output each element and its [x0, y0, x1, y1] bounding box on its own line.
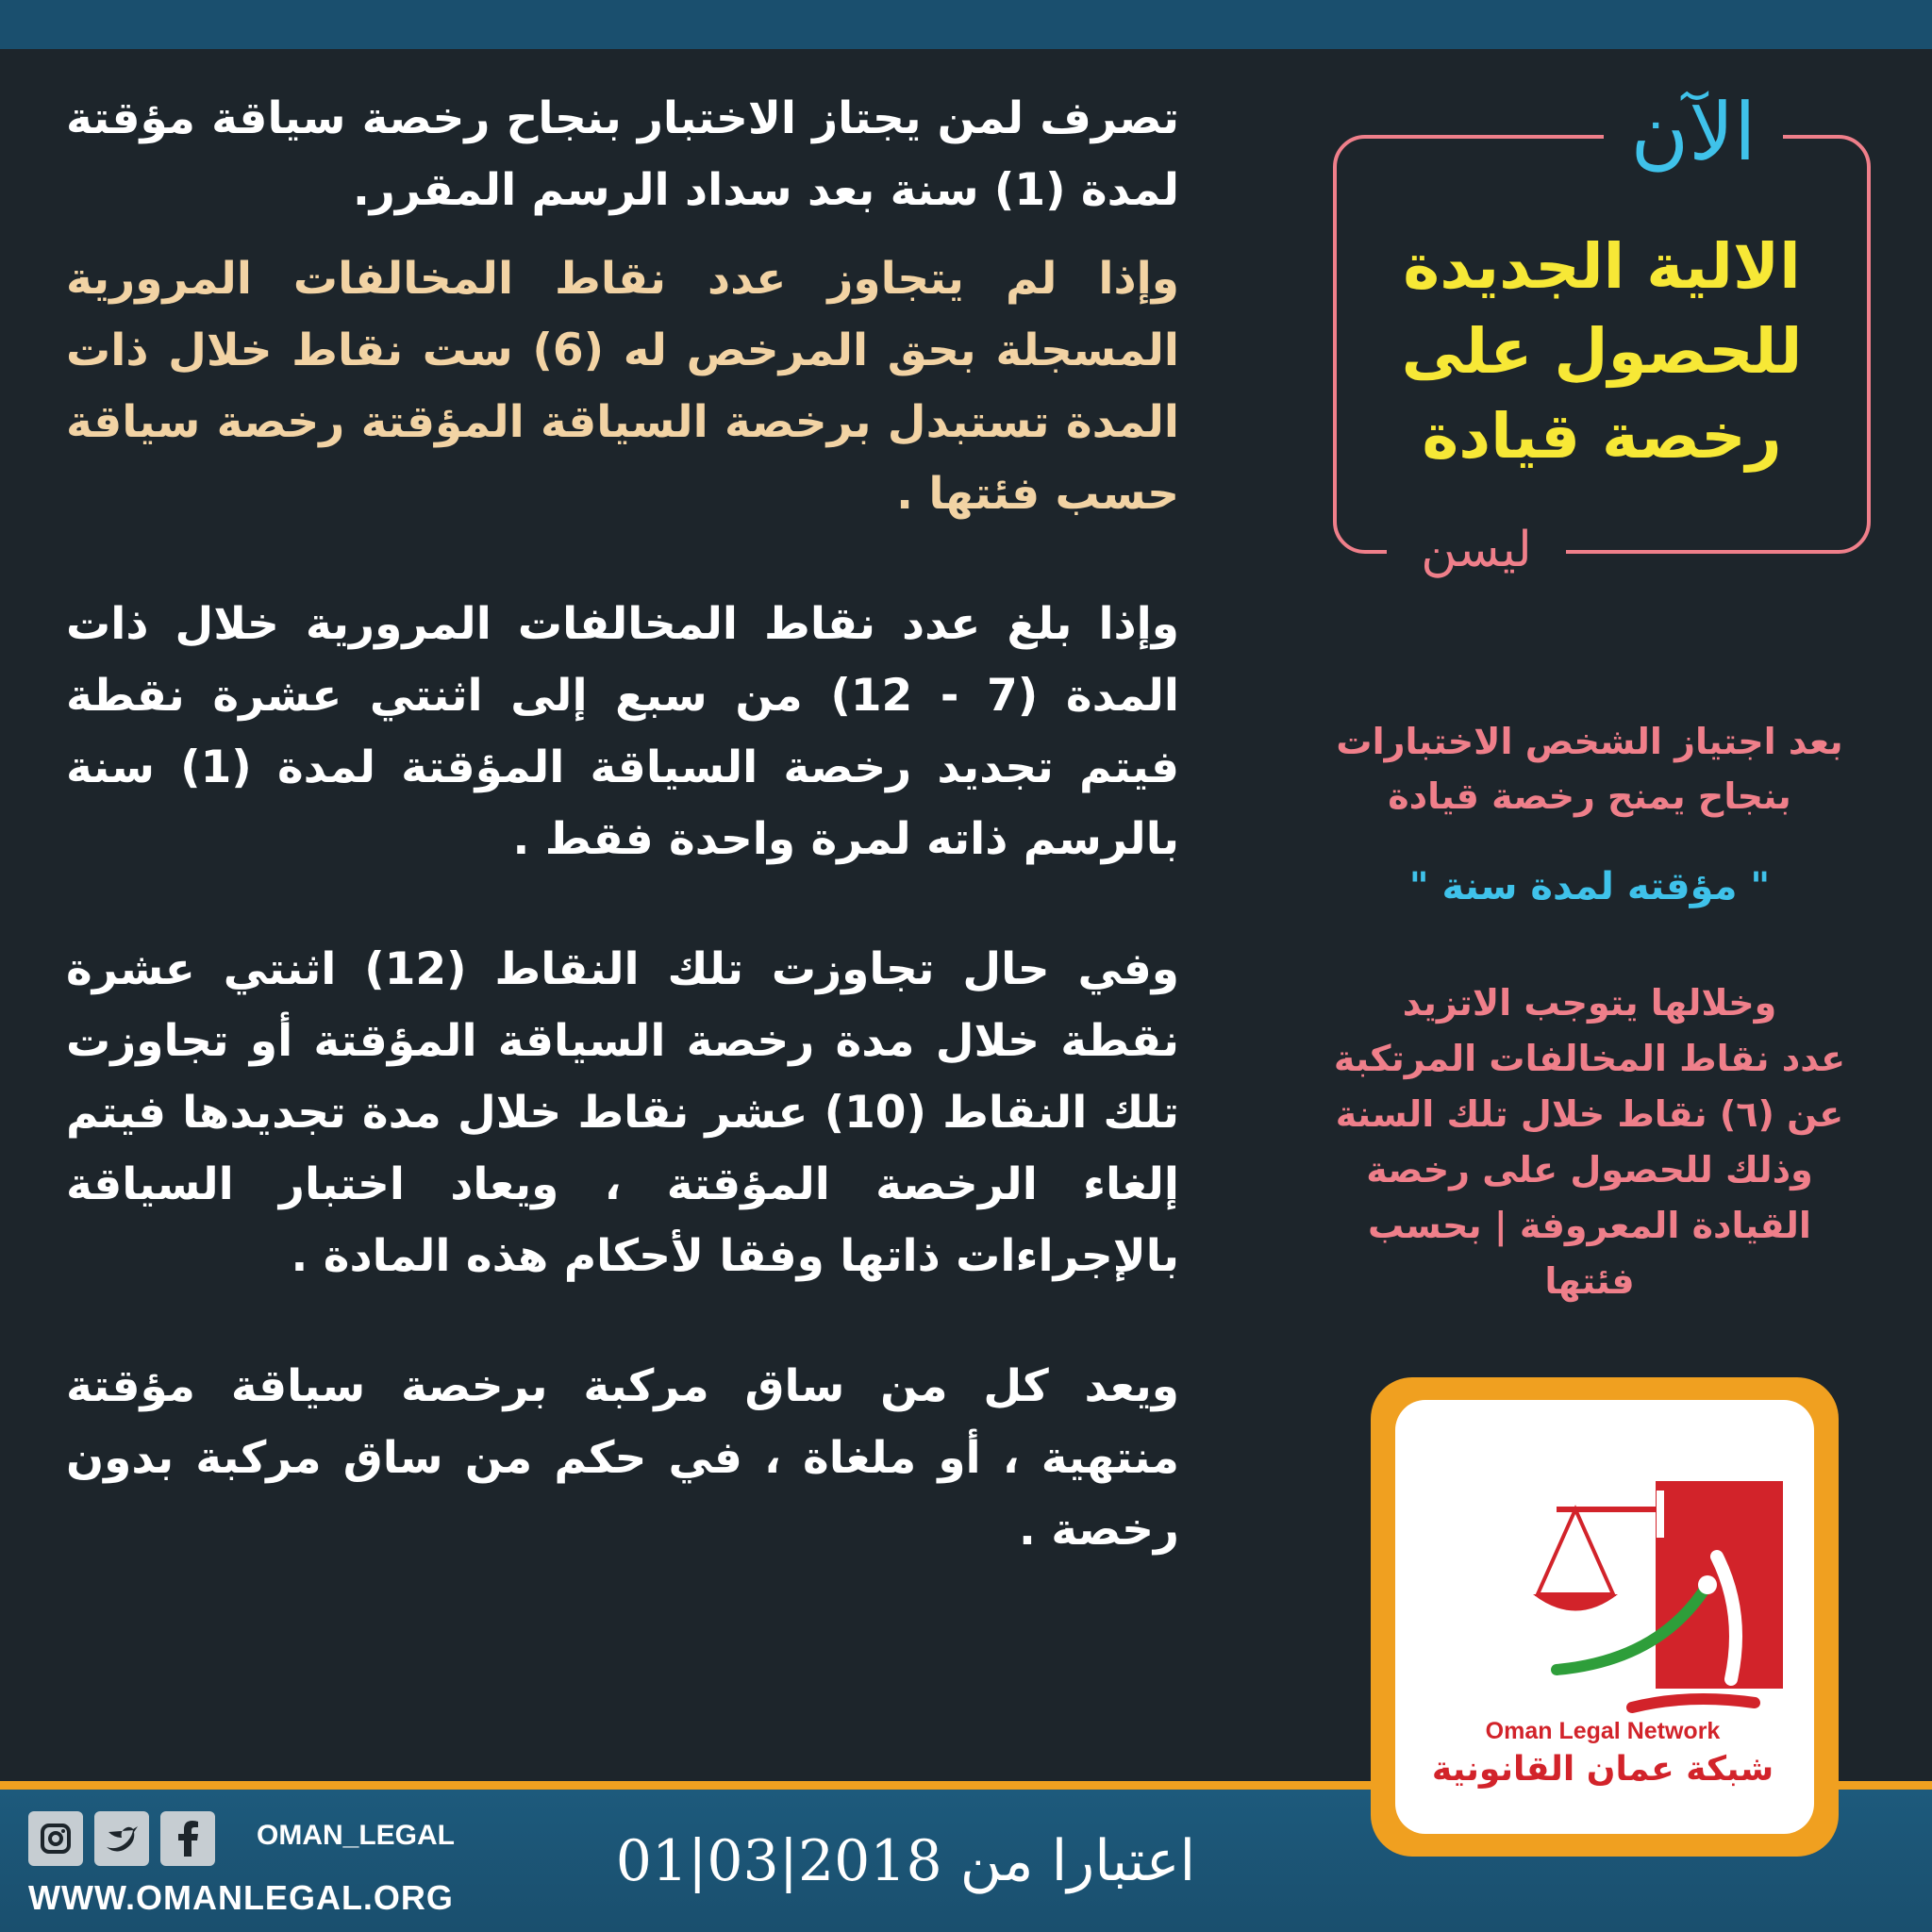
article: [66, 83, 1179, 1566]
side-intro-line-1: بعد اجتياز الشخص الاختبارات: [1336, 721, 1843, 762]
social-handle[interactable]: OMAN_LEGAL: [257, 1820, 455, 1851]
side-detail-line-1: وخلالها يتوجب الاتزيد: [1402, 982, 1777, 1024]
scales-of-justice-logo-icon: [1519, 1472, 1792, 1726]
side-intro-line-2: بنجاح يمنح رخصة قيادة: [1388, 775, 1791, 817]
facebook-icon[interactable]: [160, 1811, 215, 1866]
logo-name-arabic: شبكة عمان القانونية: [1431, 1750, 1774, 1789]
logo-name-english: Oman Legal Network: [1485, 1718, 1721, 1744]
paragraph-expired-license: ويعد كل من ساق مركبة برخصة سياقة مؤقتة منتهية ، أو ملغاة ، في حكم من ساق مركبة بدون رخصة .: [66, 1360, 1179, 1556]
title-line-1: الالية الجديدة: [1403, 230, 1801, 303]
top-bar: [0, 0, 1932, 49]
license-label: ليسن: [1387, 517, 1566, 583]
side-detail-line-4: وذلك للحصول على رخصة: [1366, 1149, 1813, 1191]
side-intro: [1321, 714, 1858, 824]
twitter-icon[interactable]: [94, 1811, 149, 1866]
side-detail-line-3: عن (٦) نقاط خلال تلك السنة: [1335, 1093, 1844, 1135]
website-link[interactable]: WWW.OMANLEGAL.ORG: [28, 1878, 454, 1917]
side-detail-line-5: القيادة المعروفة | بحسب فئتها: [1368, 1205, 1811, 1302]
paragraph-cancellation: وفي حال تجاوزت تلك النقاط (12) اثنتي عشرة نقطة خلال مدة رخصة السياقة المؤقتة أو تجاوزت تلك النقاط (10) عشر نقاط خلال مدة تجديدها فيتم إلغاء الرخصة المؤقتة ، ويعاد اختبار السياقة بالإجراءات ذاتها وفقا لأحكام هذه المادة .: [66, 943, 1179, 1282]
now-label: الآن: [1604, 87, 1783, 177]
title-line-3: رخصة قيادة: [1422, 400, 1782, 473]
page-title: [1349, 225, 1855, 479]
side-detail: [1321, 975, 1858, 1309]
instagram-icon[interactable]: [28, 1811, 83, 1866]
paragraph-seven-to-twelve: وإذا بلغ عدد نقاط المخالفات المرورية خلال ذات المدة (7 - 12) من سبع إلى اثنتي عشرة نقطة فيتم تجديد رخصة السياقة المؤقتة لمدة (1) سنة بالرسم ذاته لمرة واحدة فقط .: [66, 598, 1180, 865]
effective-date: اعتبارا من 2018|03|01: [615, 1828, 1196, 1894]
paragraph-six-points: وإذا لم يتجاوز عدد نقاط المخالفات المرورية المسجلة بحق المرخص له (6) ست نقاط خلال ذات المدة تستبدل برخصة السياقة المؤقتة رخصة سياقة حسب فئتها .: [66, 253, 1179, 520]
title-line-2: للحصول على: [1401, 315, 1803, 388]
social-icons: [28, 1811, 215, 1866]
side-detail-line-2: عدد نقاط المخالفات المرتكبة: [1333, 1038, 1846, 1079]
paragraph-temporary-license: تصرف لمن يجتاز الاختبار بنجاح رخصة سياقة مؤقتة لمدة (1) سنة بعد سداد الرسم المقرر.: [66, 92, 1179, 216]
side-quote: " مؤقته لمدة سنة ": [1408, 865, 1771, 908]
